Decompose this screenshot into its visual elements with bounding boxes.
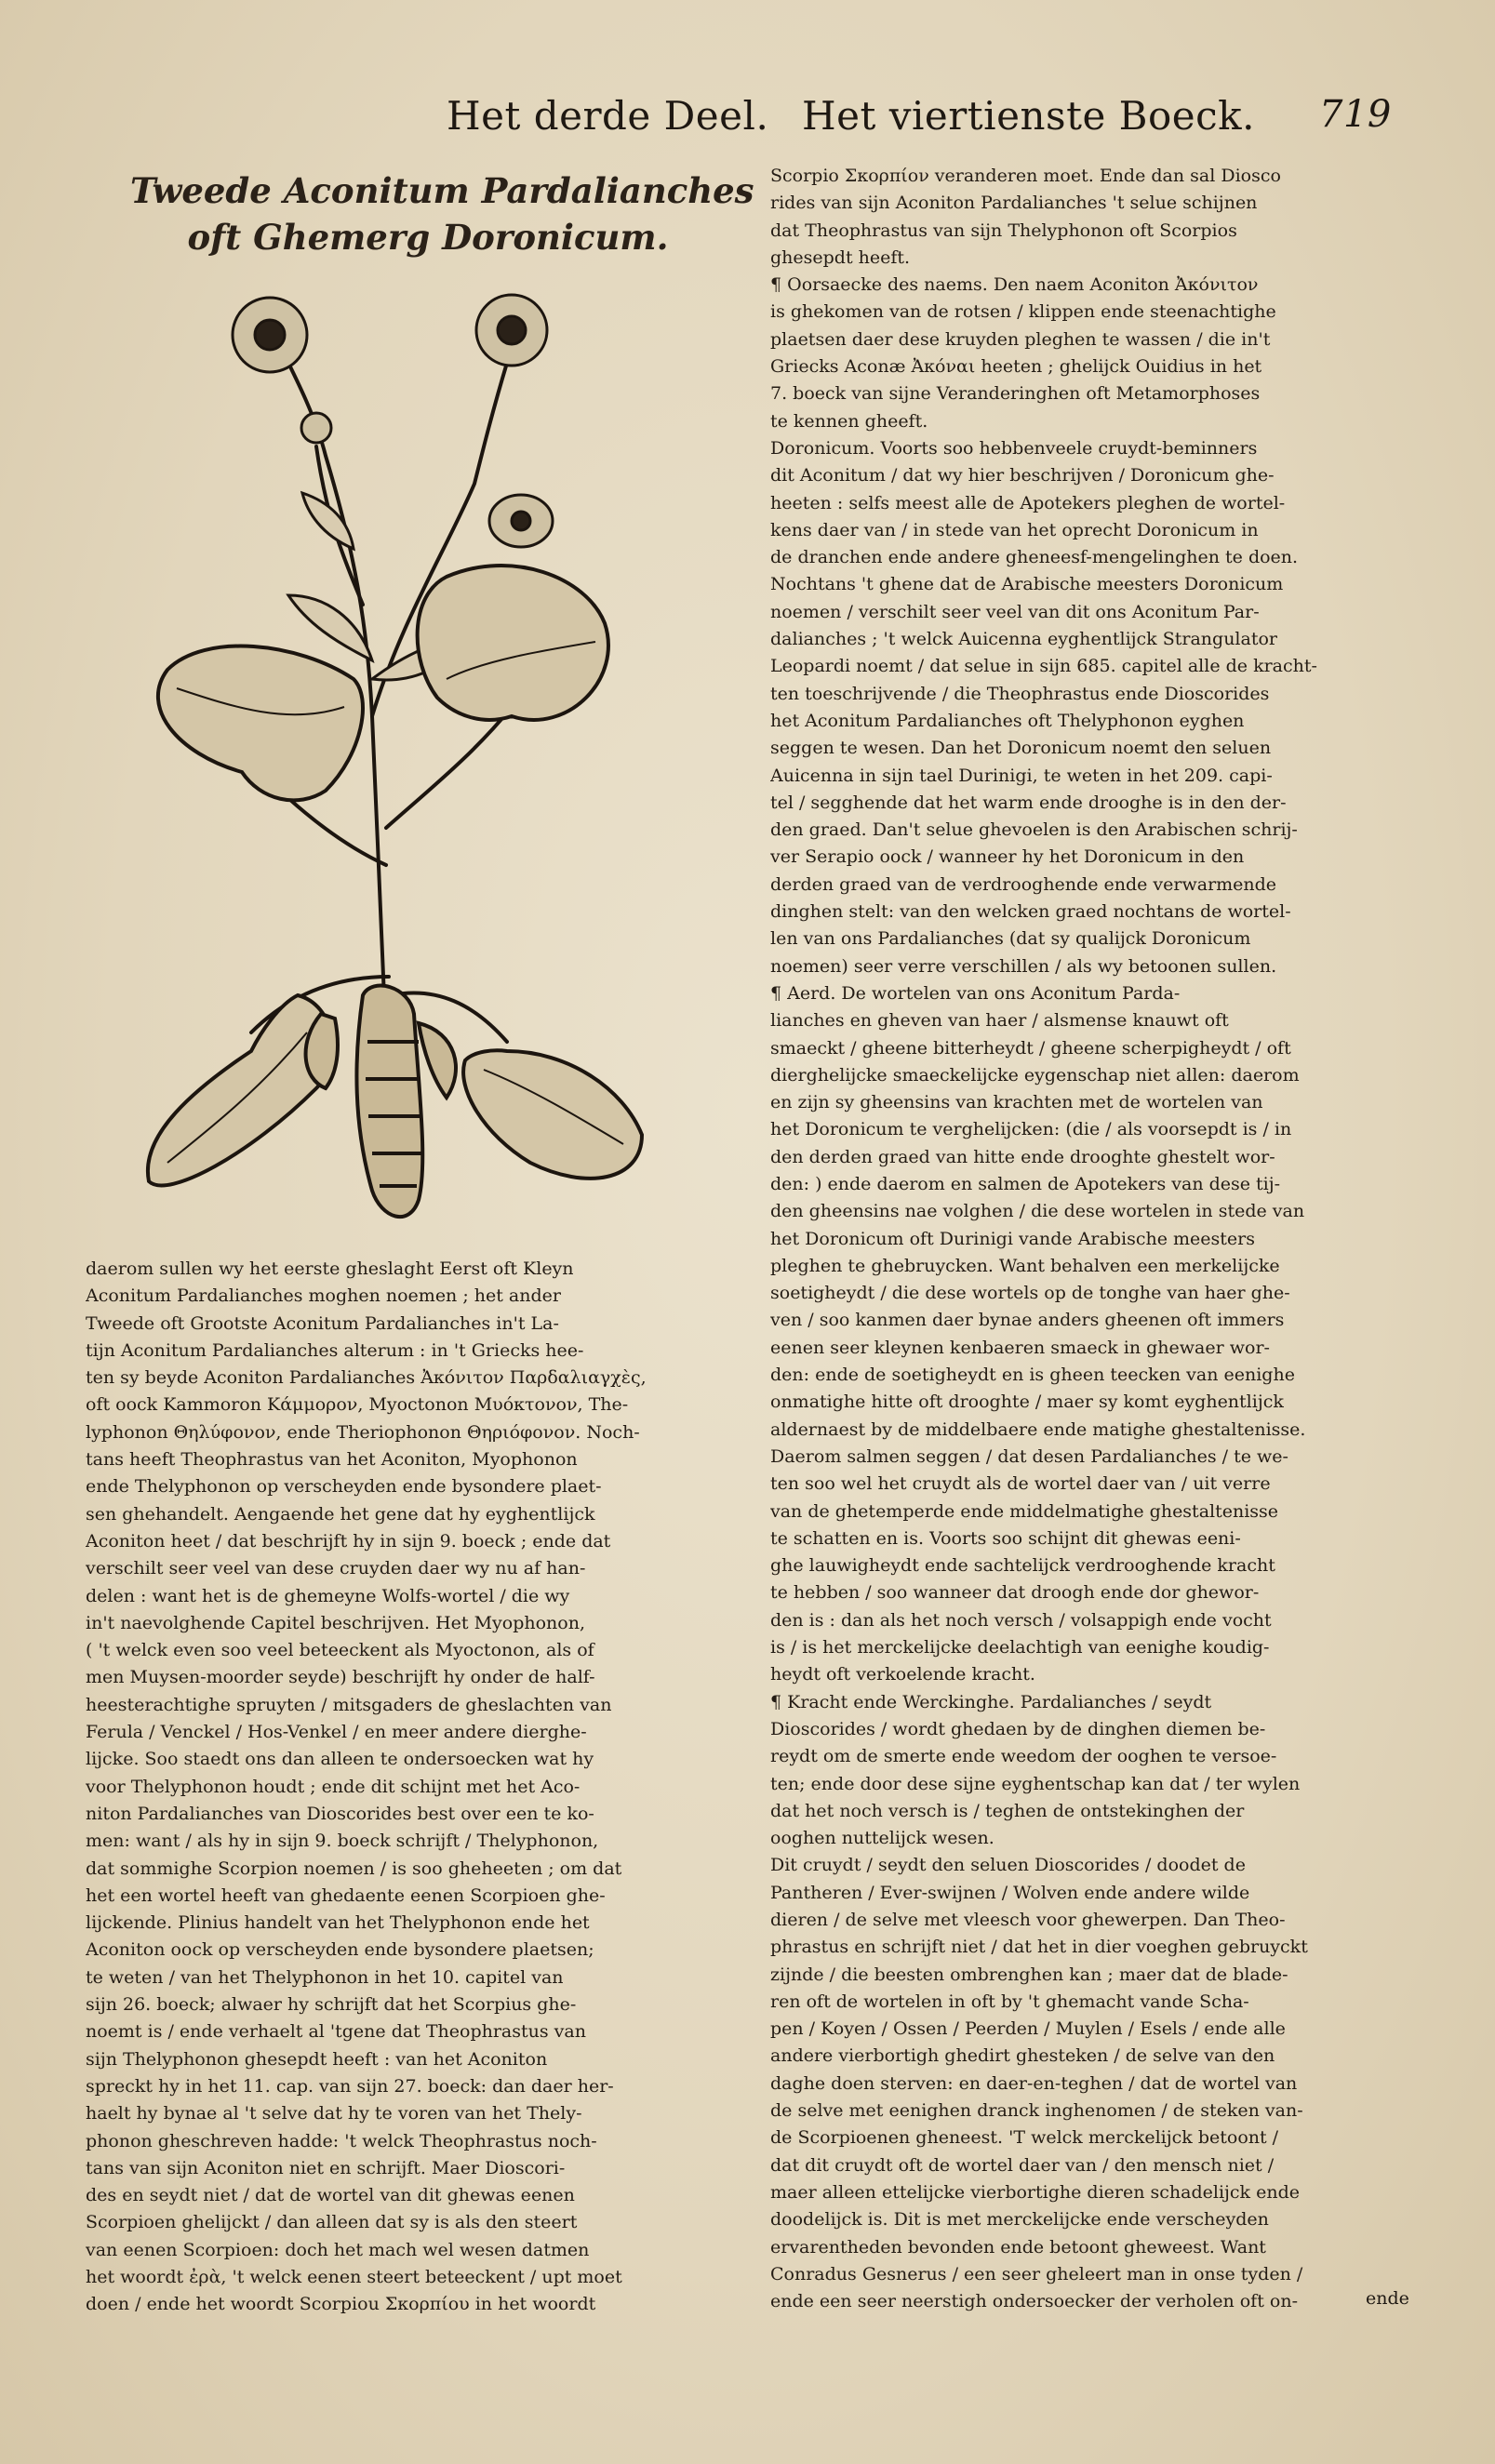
- text-line: ten; ende door dese sijne eyghentschap kan dat / ter wylen: [770, 1773, 1301, 1794]
- text-line: te schatten en is. Voorts soo schijnt dit ghewas eeni-: [770, 1527, 1241, 1549]
- page-number: 719: [1319, 93, 1392, 136]
- text-line: ghesepdt heeft.: [770, 246, 911, 268]
- running-head-part: Het derde Deel.: [447, 93, 769, 139]
- text-line: heesterachtighe spruyten / mitsgaders de gheslachten van: [86, 1694, 612, 1715]
- text-line: ( 't welck even soo veel beteeckent als Myoctonon, als of: [86, 1640, 594, 1661]
- text-line: noemen / verschilt seer veel van dit ons Aconitum Par-: [770, 601, 1260, 622]
- text-line: ¶ Kracht ende Werckinghe. Pardalianches / seydt: [770, 1691, 1212, 1712]
- text-line: pen / Koyen / Ossen / Peerden / Muylen / Esels / ende alle: [770, 2018, 1286, 2040]
- text-line: rides van sijn Aconiton Pardalianches 't selue schijnen: [770, 193, 1258, 214]
- text-line: lijcke. Soo staedt ons dan alleen te ondersoecken wat hy: [86, 1749, 594, 1770]
- text-line: spreckt hy in het 11. cap. van sijn 27. boeck: dan daer her-: [86, 2075, 614, 2097]
- figure-caption: [130, 167, 754, 260]
- text-line: Auicenna in sijn tael Durinigi, te weten in het 209. capi-: [770, 765, 1273, 786]
- text-line: maer alleen ettelijcke vierbortighe dieren schadelijck ende: [770, 2181, 1300, 2203]
- text-line: den graed. Dan't selue ghevoelen is den Arabischen schrij-: [770, 819, 1298, 841]
- text-line: Dit cruydt / seydt den seluen Dioscorides / doodet de: [770, 1855, 1246, 1876]
- text-line: heydt oft verkoelende kracht.: [770, 1664, 1035, 1685]
- text-line: daerom sullen wy het eerste gheslaght Eerst oft Kleyn: [86, 1259, 574, 1279]
- text-line: ¶ Aerd. De wortelen van ons Aconitum Parda-: [770, 982, 1181, 1004]
- text-line: sijn Thelyphonon ghesepdt heeft : van het Aconiton: [86, 2048, 548, 2070]
- text-line: Tweede oft Grootste Aconitum Pardalianches in't La-: [86, 1312, 559, 1334]
- text-line: ven / soo kanmen daer bynae anders gheenen oft immers: [770, 1310, 1285, 1331]
- text-line: Scorpioen ghelijckt / dan alleen dat sy is als den steert: [86, 2212, 578, 2233]
- text-line: den: ende de soetigheydt en is gheen teecken van eenighe: [770, 1365, 1295, 1386]
- text-line: 7. boeck van sijne Veranderinghen oft Metamorphoses: [770, 383, 1261, 405]
- text-line: lianches en gheven van haer / alsmense knauwt oft: [770, 1010, 1229, 1032]
- text-line: tel / segghende dat het warm ende drooghe is in den der-: [770, 792, 1287, 813]
- text-line: dat sommighe Scorpion noemen / is soo gheheeten ; om dat: [86, 1858, 622, 1879]
- text-line: het een wortel heeft van ghedaente eenen Scorpioen ghe-: [86, 1885, 606, 1906]
- text-line: Dioscorides / wordt ghedaen by de dinghen diemen be-: [770, 1718, 1266, 1739]
- text-line: dinghen stelt: van den welcken graed nochtans de wortel-: [770, 901, 1291, 923]
- text-line: ooghen nuttelijck wesen.: [770, 1828, 994, 1849]
- figure-caption-line: oft Ghemerg Doronicum.: [187, 217, 669, 258]
- text-line: phonon gheschreven hadde: 't welck Theophrastus noch-: [86, 2130, 597, 2151]
- text-line: het Aconitum Pardalianches oft Thelyphonon eyghen: [770, 710, 1245, 731]
- text-line: Conradus Gesnerus / een seer gheleert man in onse tyden /: [770, 2263, 1303, 2284]
- left-column: [86, 1256, 737, 2319]
- text-line: te kennen gheeft.: [770, 410, 928, 432]
- text-line: heeten : selfs meest alle de Apotekers pleghen de wortel-: [770, 492, 1286, 513]
- text-line: daghe doen sterven: en daer-en-teghen / dat de wortel van: [770, 2072, 1298, 2094]
- text-line: van de ghetemperde ende middelmatighe ghestaltenisse: [770, 1500, 1279, 1522]
- text-line: de dranchen ende andere gheneesf-mengelinghen te doen.: [770, 547, 1299, 568]
- text-line: onmatighe hitte oft drooghte / maer sy komt eyghentlijck: [770, 1392, 1284, 1413]
- text-line: Leopardi noemt / dat selue in sijn 685. capitel alle de kracht-: [770, 656, 1317, 677]
- text-line: smaeckt / gheene bitterheydt / gheene scherpigheydt / oft: [770, 1037, 1291, 1059]
- text-line: ten toeschrijvende / die Theophrastus ende Dioscorides: [770, 683, 1270, 704]
- text-line: derden graed van de verdrooghende ende verwarmende: [770, 873, 1277, 895]
- text-line: dierghelijcke smaeckelijcke eygenschap niet allen: daerom: [770, 1064, 1300, 1085]
- text-line: dalianches ; 't welck Auicenna eyghentlijck Strangulator: [770, 629, 1277, 650]
- text-line: ver Serapio oock / wanneer hy het Doronicum in den: [770, 846, 1245, 868]
- leaf: [463, 1050, 642, 1179]
- text-line: is ghekomen van de rotsen / klippen ende steenachtighe: [770, 301, 1276, 323]
- plant-woodcut-illustration: [140, 270, 661, 1246]
- text-line: de selve met eenighen dranck inghenomen / de steken van-: [770, 2100, 1303, 2122]
- text-line: Pantheren / Ever-swijnen / Wolven ende andere wilde: [770, 1882, 1250, 1903]
- text-line: Aconiton heet / dat beschrijft hy in sijn 9. boeck ; ende dat: [86, 1530, 611, 1552]
- text-line: ende een seer neerstigh ondersoecker der verholen oft on-: [770, 2291, 1298, 2312]
- text-line: dit Aconitum / dat wy hier beschrijven / Doronicum ghe-: [770, 465, 1275, 486]
- text-line: eenen seer kleynen kenbaeren smaeck in ghewaer wor-: [770, 1337, 1270, 1358]
- text-line: het Doronicum oft Durinigi vande Arabische meesters: [770, 1228, 1255, 1249]
- running-head-book: Het viertienste Boeck.: [802, 93, 1255, 139]
- text-line: Daerom salmen seggen / dat desen Pardalianches / te we-: [770, 1445, 1288, 1467]
- text-line: Aconiton oock op verscheyden ende bysondere plaetsen;: [86, 1939, 594, 1961]
- text-line: ghe lauwigheydt ende sachtelijck verdrooghende kracht: [770, 1555, 1275, 1577]
- text-line: andere vierbortigh ghedirt ghesteken / de selve van den: [770, 2045, 1275, 2067]
- text-line: ervarentheden bevonden ende betoont gheweest. Want: [770, 2236, 1266, 2258]
- text-line: seggen te wesen. Dan het Doronicum noemt den seluen: [770, 738, 1272, 759]
- text-line: zijnde / die beesten ombrenghen kan ; maer dat de blade-: [770, 1964, 1288, 1985]
- text-line: den derden graed van hitte ende drooghte ghestelt wor-: [770, 1146, 1275, 1167]
- text-line: plaetsen daer dese kruyden pleghen te wassen / die in't: [770, 328, 1271, 350]
- text-line: ten sy beyde Aconiton Pardalianches Ἀκόνιτον Παρδαλιαγχὲς,: [86, 1367, 647, 1389]
- text-line: is / is het merckelijcke deelachtigh van eenighe koudig-: [770, 1637, 1270, 1658]
- text-line: sijn 26. boeck; alwaer hy schrijft dat het Scorpius ghe-: [86, 1994, 577, 2016]
- text-line: Scorpio Σκορπίον veranderen moet. Ende dan sal Diosco: [770, 166, 1281, 186]
- text-line: het Doronicum te verghelijcken: (die / als voorsepdt is / in: [770, 1119, 1292, 1140]
- text-line: Doronicum. Voorts soo hebbenveele cruydt-beminners: [770, 437, 1258, 459]
- text-line: dat Theophrastus van sijn Thelyphonon oft Scorpios: [770, 220, 1237, 241]
- text-line: den: ) ende daerom en salmen de Apotekers van dese tij-: [770, 1173, 1281, 1194]
- text-line: Griecks Aconæ Ἀκόναι heeten ; ghelijck Ouidius in het: [770, 356, 1262, 378]
- text-line: pleghen te ghebruycken. Want behalven een merkelijcke: [770, 1255, 1280, 1276]
- text-line: lyphonon Θηλύφονον, ende Theriophonon Θηριόφονον. Noch-: [86, 1421, 640, 1443]
- text-line: sen ghehandelt. Aengaende het gene dat hy eyghentlijck: [86, 1503, 595, 1525]
- text-line: reydt om de smerte ende weedom der ooghen te versoe-: [770, 1746, 1277, 1767]
- text-line: tans heeft Theophrastus van het Aconiton, Myophonon: [86, 1449, 578, 1471]
- text-line: lijckende. Plinius handelt van het Thelyphonon ende het: [86, 1912, 590, 1934]
- text-line: soetigheydt / die dese wortels op de tonghe van haer ghe-: [770, 1283, 1290, 1304]
- text-line: de Scorpioenen gheneest. 'T welck merckelijck betoont /: [770, 2127, 1279, 2149]
- text-line: dat dit cruydt oft de wortel daer van / den mensch niet /: [770, 2154, 1275, 2176]
- text-line: dat het noch versch is / teghen de ontstekinghen der: [770, 1800, 1245, 1821]
- text-line: doen / ende het woordt Scorpiou Σκορπίου in het woordt: [86, 2294, 596, 2315]
- text-line: ende Thelyphonon op verscheyden ende bysondere plaet-: [86, 1476, 602, 1498]
- text-line: verschilt seer veel van dese cruyden daer wy nu af han-: [86, 1558, 586, 1579]
- text-line: in't naevolghende Capitel beschrijven. Het Myophonon,: [86, 1612, 585, 1633]
- text-line: te hebben / soo wanneer dat droogh ende dor ghewor-: [770, 1582, 1260, 1604]
- text-line: niton Pardalianches van Dioscorides best over een te ko-: [86, 1803, 594, 1824]
- text-line: ren oft de wortelen in oft by 't ghemacht vande Scha-: [770, 1991, 1249, 2012]
- text-line: tijn Aconitum Pardalianches alterum : in 't Griecks hee-: [86, 1339, 584, 1361]
- text-line: Ferula / Venckel / Hos-Venkel / en meer andere dierghe-: [86, 1722, 587, 1743]
- text-line: van eenen Scorpioen: doch het mach wel wesen datmen: [86, 2239, 590, 2260]
- text-line: men Muysen-moorder seyde) beschrijft hy onder de half-: [86, 1667, 595, 1688]
- text-line: den gheensins nae volghen / die dese wortelen in stede van: [770, 1201, 1305, 1222]
- text-line: Aconitum Pardalianches moghen noemen ; het ander: [86, 1285, 561, 1307]
- text-line: haelt hy bynae al 't selve dat hy te voren van het Thely-: [86, 2103, 582, 2124]
- figure-caption-line: Tweede Aconitum Pardalianches: [130, 170, 754, 211]
- leaf: [158, 646, 363, 801]
- text-line: voor Thelyphonon houdt ; ende dit schijnt met het Aco-: [86, 1776, 581, 1797]
- catchword: ende: [1366, 2288, 1409, 2309]
- text-line: kens daer van / in stede van het oprecht Doronicum in: [770, 519, 1259, 540]
- text-line: phrastus en schrijft niet / dat het in dier voeghen gebruyckt: [770, 1937, 1308, 1958]
- text-line: en zijn sy gheensins van krachten met de wortelen van: [770, 1092, 1263, 1113]
- text-line: dieren / de selve met vleesch voor ghewerpen. Dan Theo-: [770, 1910, 1286, 1930]
- text-line: Nochtans 't ghene dat de Arabische meesters Doronicum: [770, 574, 1284, 595]
- text-line: doodelijck is. Dit is met merckelijcke ende verscheyden: [770, 2209, 1269, 2231]
- text-line: het woordt ἐρὰ, 't welck eenen steert beteeckent / upt moet: [86, 2266, 622, 2287]
- text-line: noemen) seer verre verschillen / als wy betoonen sullen.: [770, 955, 1277, 977]
- right-column: [770, 163, 1422, 2315]
- text-line: len van ons Pardalianches (dat sy qualijck Doronicum: [770, 928, 1251, 950]
- text-line: des en seydt niet / dat de wortel van dit ghewas eenen: [86, 2185, 575, 2206]
- text-line: te weten / van het Thelyphonon in het 10. capitel van: [86, 1966, 564, 1988]
- text-line: den is : dan als het noch versch / volsappigh ende vocht: [770, 1609, 1272, 1631]
- text-line: tans van sijn Aconiton niet en schrijft. Maer Dioscori-: [86, 2157, 566, 2178]
- text-line: oft oock Kammoron Κάμμορον, Myoctonon Μυόκτονον, The-: [86, 1394, 629, 1416]
- text-line: aldernaest by de middelbaere ende matighe ghestaltenisse.: [770, 1418, 1306, 1440]
- flower-head-right: [476, 295, 547, 366]
- flower-head-left: [233, 298, 307, 372]
- text-line: delen : want het is de ghemeyne Wolfs-wortel / die wy: [86, 1585, 570, 1606]
- leaf: [418, 566, 608, 720]
- text-line: men: want / als hy in sijn 9. boeck schrijft / Thelyphonon,: [86, 1831, 599, 1852]
- text-line: ten soo wel het cruydt als de wortel daer van / uit verre: [770, 1473, 1271, 1495]
- text-line: noemt is / ende verhaelt al 'tgene dat Theophrastus van: [86, 2021, 586, 2043]
- text-line: ¶ Oorsaecke des naems. Den naem Aconiton Ἀκόνιτον: [770, 274, 1259, 296]
- root: [306, 986, 456, 1218]
